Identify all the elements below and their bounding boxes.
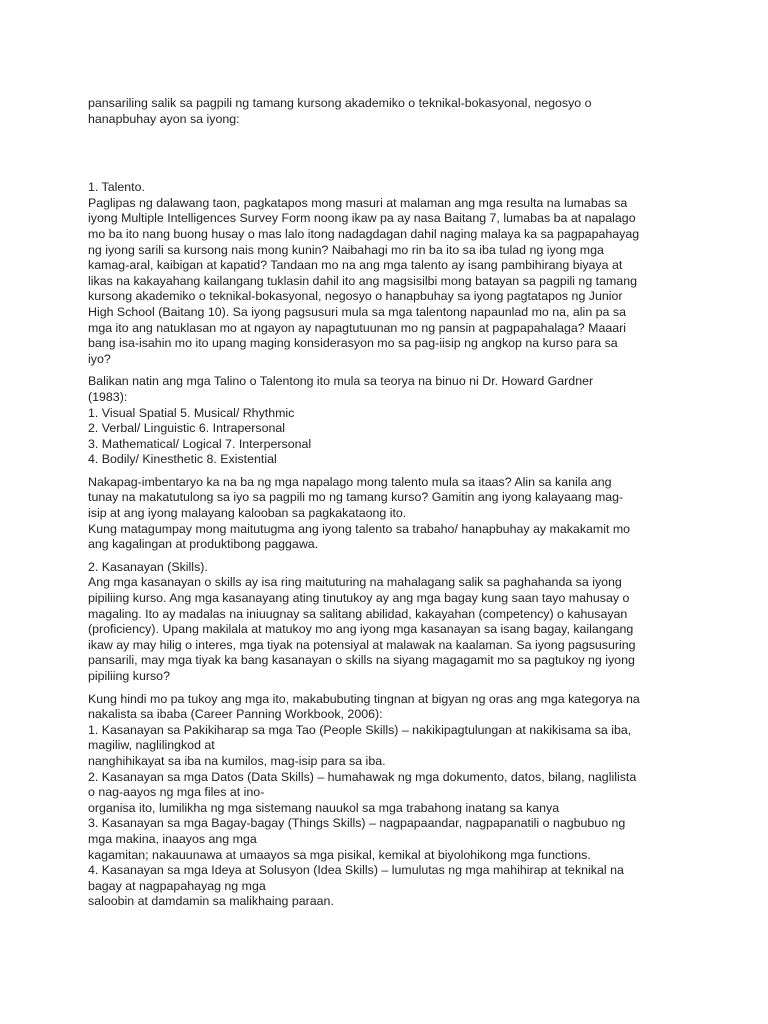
text-line: pansariling salik sa pagpili ng tamang kursong akademiko o teknikal-bokasyonal, negosyo o [88,96,592,110]
text-line: ikaw ay may hilig o interes, mga tiyak na potensiyal at malawak na kaalaman. Sa iyong pagsusuring [88,637,636,652]
text-line: magiliw, naglilingkod at [88,738,215,753]
document-page [88,96,688,910]
imbentaryo-paragraph [88,475,688,553]
spacer [88,367,688,374]
text-line: Balikan natin ang mga Talino o Talentong ito mula sa teorya na binuo ni Dr. Howard Gardner [88,374,594,389]
text-line: ang kagalingan at produktibong paggawa. [88,537,319,552]
text-line: o nag-aayos ng mga files at ino- [88,785,265,800]
text-line: saloobin at damdamin sa malikhaing paraan. [88,894,334,909]
text-line: Nakapag-imbentaryo ka na ba ng mga napalago mong talento mula sa itaas? Alin sa kanila ang [88,474,612,489]
text-line: likas na kakayahang kailangang tuklasin dahil ito ang magsisilbi mong batayan sa pagpili ng tamang [88,273,637,288]
text-line: nanghihikayat sa iba na kumilos, mag-isip para sa iba. [88,753,386,768]
section-heading-kasanayan: 2. Kasanayan (Skills). [88,559,208,574]
text-line: kursong akademiko o teknikal-bokasyonal, negosyo o hanapbuhay sa iyong pagtatapos ng Junior [88,289,623,304]
kategorya-paragraph [88,692,688,910]
text-line: Ang mga kasanayan o skills ay isa ring maituturing na mahalagang salik sa paghahanda sa iyong [88,575,622,590]
gardner-paragraph [88,374,688,468]
list-item: 2. Verbal/ Linguistic 6. Intrapersonal [88,421,285,436]
text-line: pansarili, may mga tiyak ka bang kasanayan o skills na siyang magagamit mo sa pagtukoy ng iyong [88,653,635,668]
text-line: (proficiency). Upang makilala at matukoy mo ang iyong mga kasanayan sa isang bagay, kailangang [88,622,634,637]
text-line: bang isa-isahin mo ito upang maging konsiderasyon mo sa pag-iisip ng angkop na kurso para sa [88,336,618,351]
text-line: Kung hindi mo pa tukoy ang mga ito, makabubuting tingnan at bigyan ng oras ang mga kategorya na [88,691,640,706]
spacer [88,685,688,692]
text-line: isip at ang iyong malayang kalooban sa pagkakataong ito. [88,506,407,521]
spacer [88,553,688,560]
list-item: 2. Kasanayan sa mga Datos (Data Skills) – humahawak ng mga dokumento, datos, bilang, naglilista [88,769,637,784]
intro-paragraph [88,96,688,127]
text-line: mga ito ang natuklasan mo at ngayon ay napagtutuunan mo ng pansin at pagpapahalaga? Maaari [88,320,627,335]
text-line: kamag-aral, kaibigan at kapatid? Tandaan mo na ang mga talento ay isang pambihirang biyaya at [88,258,623,273]
text-line: pipiliing kurso. Ang mga kasanayang ating tinutukoy ay ang mga bagay kung saan tayo mahusay o [88,591,630,606]
text-line: magaling. Ito ay madalas na iniuugnay sa salitang abilidad, kakayahan (competency) o kahusayan [88,606,628,621]
text-line: High School (Baitang 10). Sa iyong pagsusuri mula sa mga talentong napaunlad mo na, alin pa sa [88,304,626,319]
text-line: (1983): [88,389,128,404]
text-line: nakalista sa ibaba (Career Panning Workbook, 2006): [88,707,383,722]
text-line: hanapbuhay ayon sa iyong: [88,111,240,126]
text-line: mga makina, inaayos ang mga [88,831,257,846]
text-line: bagay at nagpapahayag ng mga [88,878,266,893]
text-line: Kung matagumpay mong maitutugma ang iyong talento sa trabaho/ hanapbuhay ay makakamit mo [88,521,631,536]
text-line: iyo? [88,351,111,366]
text-line: Paglipas ng dalawang taon, pagkatapos mong masuri at malaman ang mga resulta na lumabas sa [88,195,628,210]
text-line: ng iyong sarili sa kursong nais mong kunin? Naibahagi mo rin ba ito sa iba tulad ng iyong mga [88,242,604,257]
spacer [88,468,688,475]
list-item: 4. Bodily/ Kinesthetic 8. Existential [88,452,277,467]
text-line: iyong Multiple Intelligences Survey Form noong ikaw pa ay nasa Baitang 7, lumabas ba at napalago [88,211,636,226]
section-heading-talento: 1. Talento. [88,180,145,195]
text-line: tunay na makatutulong sa iyo sa pagpili mo ng tamang kurso? Gamitin ang iyong kalayaang mag- [88,490,624,505]
text-line: pipiliing kurso? [88,669,170,683]
list-item: 3. Mathematical/ Logical 7. Interpersonal [88,436,312,451]
talento-section [88,180,688,367]
text-line: kagamitan; nakauunawa at umaayos sa mga pisikal, kemikal at biyolohikong mga functions. [88,847,591,862]
kasanayan-section [88,560,688,685]
text-line: mo ba ito nang buong husay o mas lalo itong nadagdagan dahil naging malaya ka sa pagpapahayag [88,226,640,241]
list-item: 3. Kasanayan sa mga Bagay-bagay (Things Skills) – nagpapaandar, nagpapanatili o nagbubuo ng [88,816,626,831]
list-item: 1. Kasanayan sa Pakikiharap sa mga Tao (People Skills) – nakikipagtulungan at nakikisama sa iba, [88,722,632,737]
text-line: organisa ito, lumilikha ng mga sistemang nauukol sa mga trabahong inatang sa kanya [88,800,560,815]
list-item: 4. Kasanayan sa mga Ideya at Solusyon (Idea Skills) – lumulutas ng mga mahihirap at teknikal na [88,863,624,878]
spacer [88,127,688,180]
list-item: 1. Visual Spatial 5. Musical/ Rhythmic [88,405,295,420]
